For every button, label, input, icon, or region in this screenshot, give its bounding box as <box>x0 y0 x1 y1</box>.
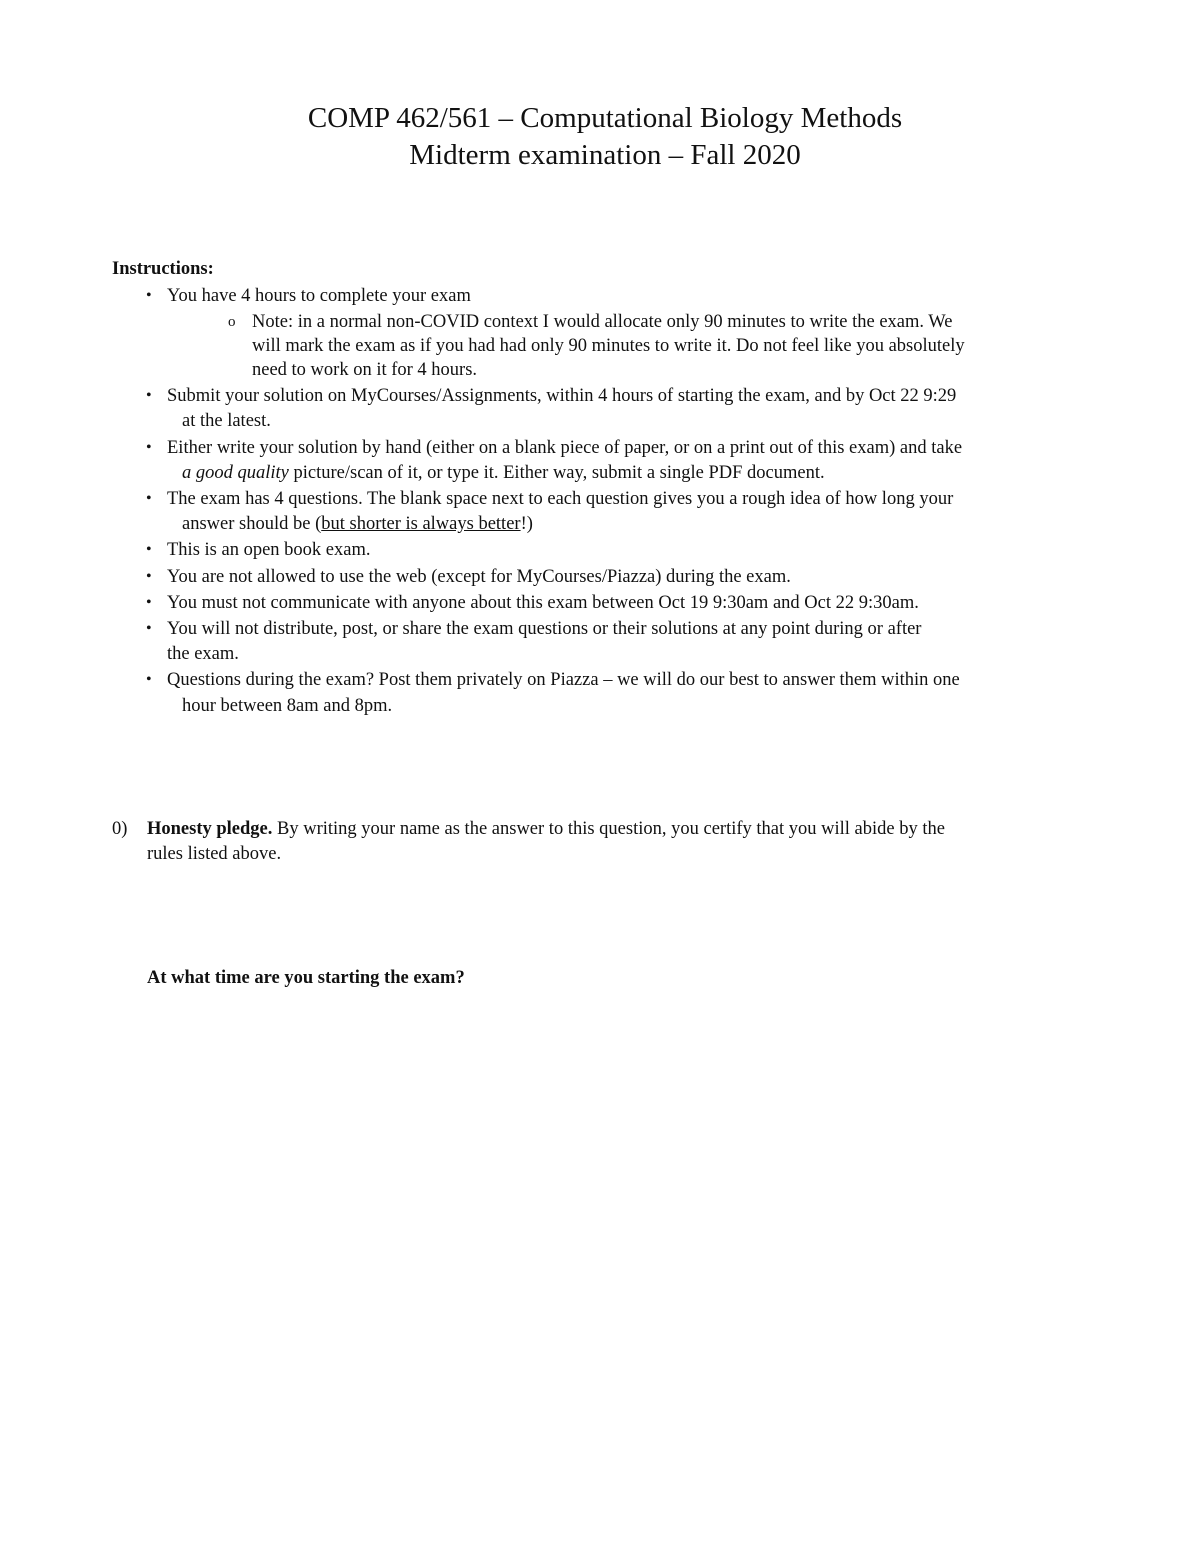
instruction-note-line: need to work on it for 4 hours. <box>252 360 478 380</box>
instruction-note-line: Note: in a normal non-COVID context I would allocate only 90 minutes to write the exam. We <box>252 312 953 332</box>
instruction-item-no-web: You are not allowed to use the web (except for MyCourses/Piazza) during the exam. <box>167 567 791 587</box>
sub-bullet-icon: o <box>228 314 236 330</box>
instructions-heading: Instructions: <box>112 259 214 279</box>
instruction-note-line: will mark the exam as if you had had only 90 minutes to write it. Do not feel like you absolutely <box>252 336 965 356</box>
instruction-text: answer should be ( <box>182 514 322 534</box>
instruction-item-submit-cont: at the latest. <box>182 411 271 431</box>
instruction-item-questions: The exam has 4 questions. The blank space next to each question gives you a rough idea of how long your <box>167 489 954 509</box>
bullet-icon: • <box>146 439 152 456</box>
underlined-text: but shorter is always better <box>321 514 521 534</box>
exam-title: Midterm examination – Fall 2020 <box>409 139 801 171</box>
instruction-item-questions-cont <box>182 512 533 536</box>
question-text <box>147 817 945 841</box>
bullet-icon: • <box>146 568 152 585</box>
question-body: By writing your name as the answer to this question, you certify that you will abide by the <box>272 819 945 839</box>
instruction-item-submit: Submit your solution on MyCourses/Assignments, within 4 hours of starting the exam, and by Oct 22 9:29 <box>167 386 957 406</box>
instruction-text: !) <box>520 514 533 534</box>
instruction-item-format-cont <box>182 461 825 485</box>
bullet-icon: • <box>146 387 152 404</box>
bullet-icon: • <box>146 541 152 558</box>
instruction-item-open-book: This is an open book exam. <box>167 540 371 560</box>
bullet-icon: • <box>146 620 152 637</box>
instruction-item-format: Either write your solution by hand (either on a blank piece of paper, or on a print out of this exam) and take <box>167 438 963 458</box>
bullet-icon: • <box>146 594 152 611</box>
question-text-cont: rules listed above. <box>147 844 282 864</box>
instruction-item-no-sharing-cont: the exam. <box>167 644 239 664</box>
instruction-item-piazza-cont: hour between 8am and 8pm. <box>182 696 393 716</box>
bullet-icon: • <box>146 287 152 304</box>
instruction-text: picture/scan of it, or type it. Either way, submit a single PDF document. <box>288 463 825 483</box>
emphasis-text: a good quality <box>182 463 289 483</box>
question-lead: Honesty pledge. <box>147 819 273 839</box>
instruction-item-time: You have 4 hours to complete your exam <box>167 286 471 306</box>
bullet-icon: • <box>146 490 152 507</box>
instruction-item-no-communication: You must not communicate with anyone about this exam between Oct 19 9:30am and Oct 22 9:30am. <box>167 593 919 613</box>
question-number: 0) <box>112 819 128 839</box>
course-title: COMP 462/561 – Computational Biology Methods <box>307 102 903 134</box>
instruction-item-piazza: Questions during the exam? Post them privately on Piazza – we will do our best to answer them within one <box>167 670 960 690</box>
instruction-item-no-sharing: You will not distribute, post, or share the exam questions or their solutions at any point during or after <box>167 619 922 639</box>
bullet-icon: • <box>146 671 152 688</box>
start-time-prompt: At what time are you starting the exam? <box>147 968 465 988</box>
